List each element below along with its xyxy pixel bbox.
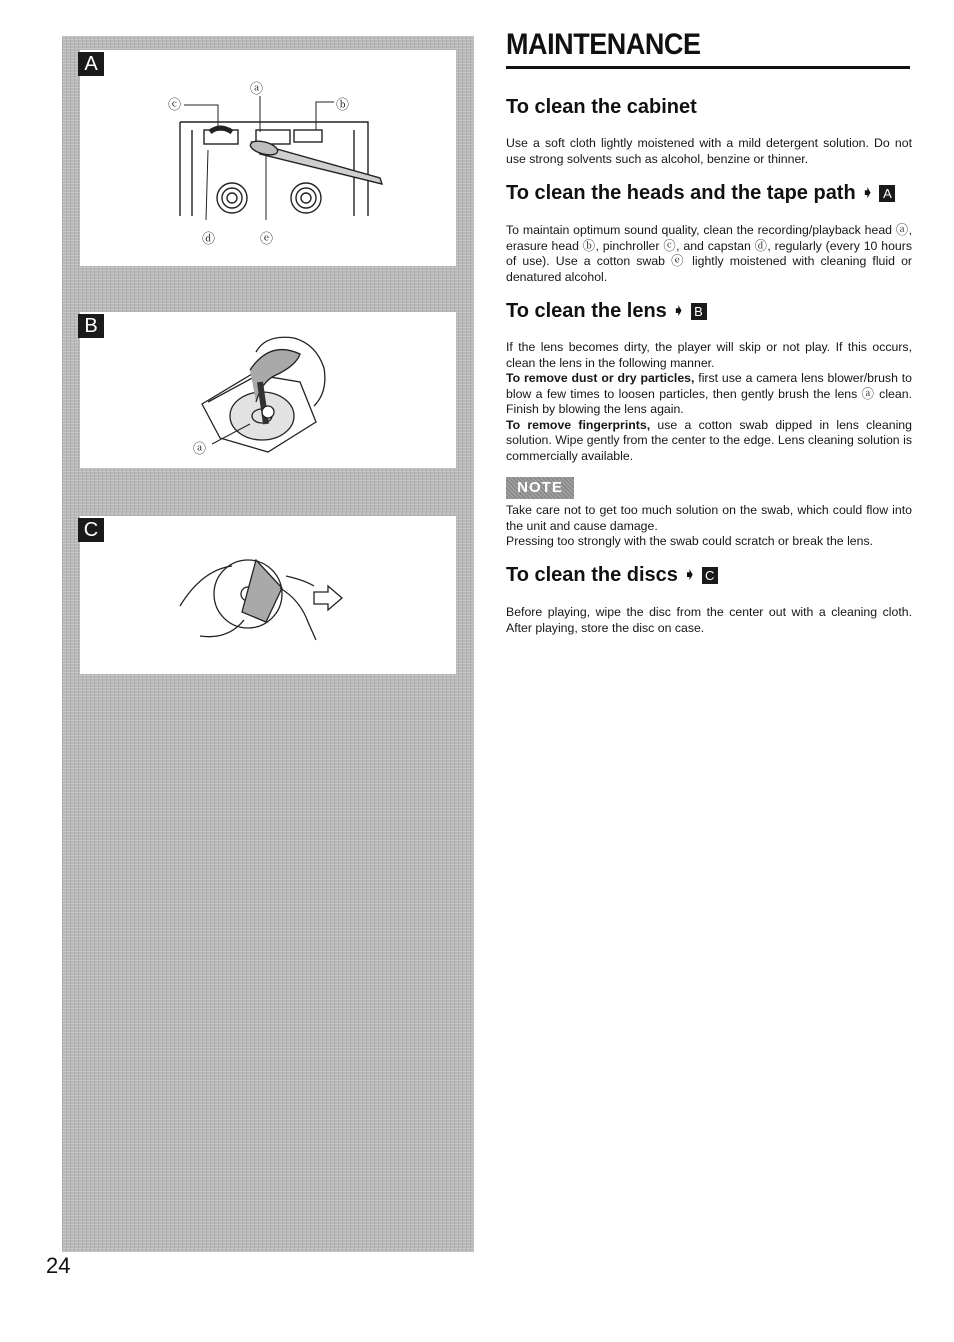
- figure-c-label: C: [78, 518, 104, 542]
- lens-finger-text: use a cotton swab dipped in lens cleaning solution. Wipe gently from the center to the edge. Lens cleaning solution is commercially available.: [506, 417, 912, 463]
- title-rule: [506, 66, 910, 69]
- disc-cleaning-illustration: [80, 516, 456, 674]
- lens-dust-paragraph: [506, 371, 912, 418]
- lens-cleaning-illustration: [80, 312, 456, 468]
- note-line-1: Take care not to get too much solution on the swab, which could flow into the unit and cause damage.: [506, 503, 912, 533]
- section-body-heads: To maintain optimum sound quality, clean the recording/playback head ⓐ, erasure head ⓑ, pinchroller ⓒ, and capstan ⓓ, regularly (every 10 hours of use). Use a cotton swab ⓔ lightly moistened with cleaning fluid or denatured alcohol.: [506, 223, 912, 284]
- callout-b: ⓑ: [336, 97, 350, 112]
- callout-a: ⓐ: [250, 81, 264, 96]
- figure-ref-c: C: [702, 567, 718, 584]
- arrow-right-icon: ➧: [672, 302, 685, 318]
- figure-b-panel: [80, 312, 456, 468]
- lens-finger-paragraph: [506, 418, 912, 465]
- note-line-2: Pressing too strongly with the swab could scratch or break the lens.: [506, 534, 874, 548]
- section-title-heads-text: To clean the heads and the tape path: [506, 182, 856, 204]
- section-title-cabinet-text: To clean the cabinet: [506, 96, 697, 118]
- callout-lens-a: ⓐ: [193, 441, 207, 456]
- figure-ref-b: B: [691, 303, 707, 320]
- callout-c: ⓒ: [168, 97, 182, 112]
- figure-c-panel: [80, 516, 456, 674]
- section-title-heads: [506, 182, 895, 205]
- arrow-right-icon: ➧: [683, 566, 696, 582]
- section-body-lens: [506, 340, 912, 464]
- note-body: [506, 503, 912, 550]
- section-title-discs: [506, 564, 718, 587]
- callout-e: ⓔ: [260, 231, 274, 246]
- section-body-cabinet: Use a soft cloth lightly moistened with a mild detergent solution. Do not use strong solvents such as alcohol, benzine or thinner.: [506, 136, 912, 166]
- lens-dust-text: first use a camera lens blower/brush to blow a few times to loosen particles, then gently brush the lens ⓐ clean. Finish by blowing the lens again.: [506, 371, 912, 416]
- figure-ref-a: A: [879, 185, 895, 202]
- figure-a-label: A: [78, 52, 104, 76]
- arrow-right-icon: ➧: [861, 184, 874, 200]
- figure-b-label: B: [78, 314, 104, 338]
- page-title: MAINTENANCE: [506, 28, 701, 61]
- note-badge: NOTE: [506, 477, 574, 499]
- lens-finger-lead: To remove fingerprints,: [506, 417, 651, 432]
- section-body-discs: Before playing, wipe the disc from the center out with a cleaning cloth. After playing, store the disc on case.: [506, 605, 912, 635]
- lens-dust-lead: To remove dust or dry particles,: [506, 371, 695, 385]
- callout-d: ⓓ: [202, 231, 216, 246]
- page-number: 24: [46, 1253, 71, 1278]
- lens-intro: If the lens becomes dirty, the player will skip or not play. If this occurs, clean the lens in the following manner.: [506, 340, 912, 370]
- section-title-cabinet: [506, 96, 697, 119]
- section-title-lens-text: To clean the lens: [506, 300, 667, 322]
- section-title-lens: [506, 300, 707, 323]
- section-title-discs-text: To clean the discs: [506, 564, 678, 586]
